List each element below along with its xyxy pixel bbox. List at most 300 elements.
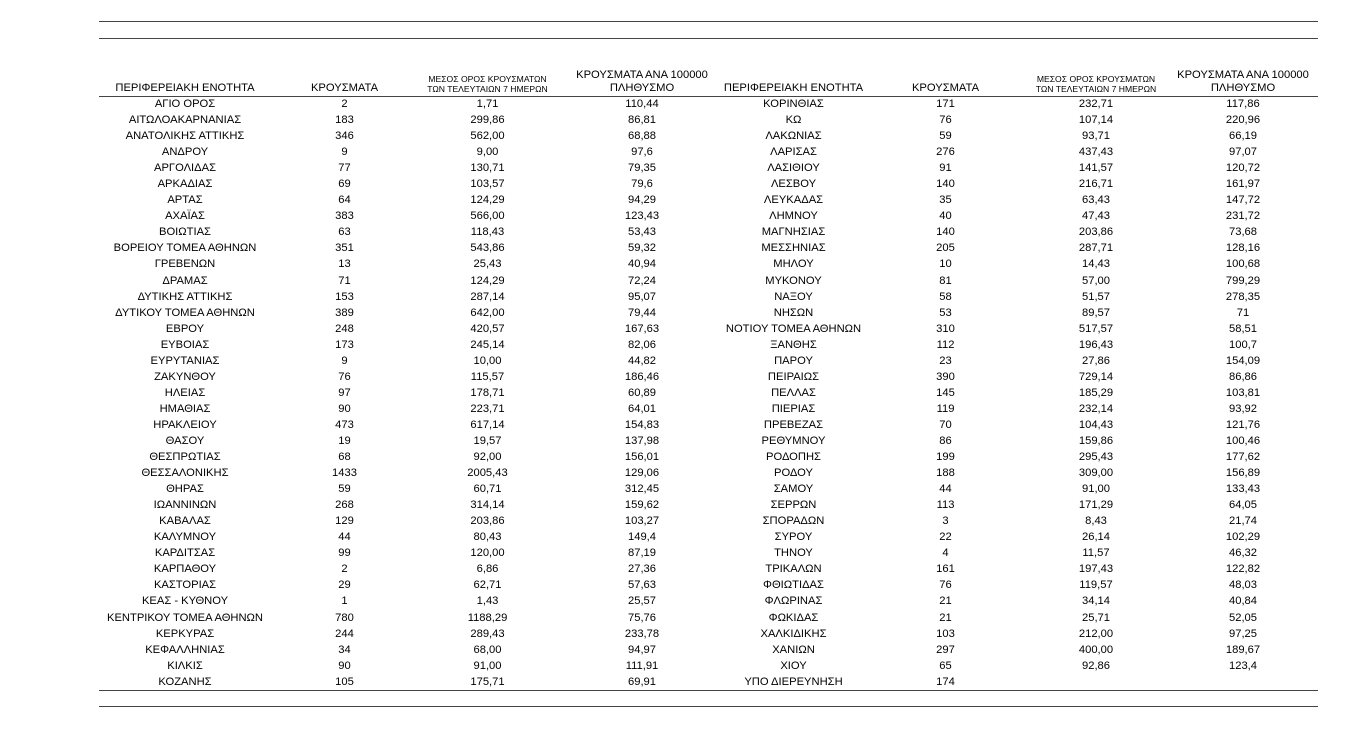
table-bottom-rule <box>99 690 1318 691</box>
right-region-cell: ΣΕΡΡΩΝ <box>770 499 817 512</box>
footer-rule <box>99 706 1318 707</box>
left-per100k-cell: 60,89 <box>628 386 656 399</box>
right-avg7-cell: 34,14 <box>1082 595 1110 608</box>
left-avg7-cell: 203,86 <box>470 515 505 528</box>
left-avg7-cell: 6,86 <box>476 563 499 576</box>
left-region-cell: ΚΕΡΚΥΡΑΣ <box>155 627 215 640</box>
header-per100k-line1: ΚΡΟΥΣΜΑΤΑ ΑΝΑ 100000 <box>576 69 708 82</box>
right-per100k-cell: 133,43 <box>1225 483 1261 496</box>
left-avg7-cell: 1,43 <box>476 595 499 608</box>
right-per100k-cell: 799,29 <box>1225 274 1261 287</box>
right-per100k-cell: 154,09 <box>1225 354 1261 367</box>
left-region-cell: ΓΡΕΒΕΝΩΝ <box>154 258 216 271</box>
left-per100k-cell: 94,97 <box>628 643 656 656</box>
right-per100k-cell: 102,29 <box>1225 531 1261 544</box>
right-cases-cell: 161 <box>936 563 955 576</box>
left-avg7-cell: 115,57 <box>470 370 505 383</box>
left-per100k-cell: 68,88 <box>628 130 656 143</box>
table-row <box>99 593 1318 609</box>
right-region-cell: ΜΗΛΟΥ <box>773 258 814 271</box>
right-region-cell: ΛΑΣΙΘΙΟΥ <box>767 162 820 175</box>
right-cases-cell: 65 <box>939 659 952 672</box>
table-row <box>99 224 1318 240</box>
table-row <box>99 256 1318 272</box>
right-cases-cell: 44 <box>939 483 952 496</box>
right-region-cell: ΧΙΟΥ <box>780 659 807 672</box>
left-region-cell: ΚΑΡΔΙΤΣΑΣ <box>154 547 216 560</box>
left-per100k-cell: 154,83 <box>624 418 660 431</box>
left-per100k-cell: 129,06 <box>624 467 660 480</box>
right-avg7-cell: 51,57 <box>1082 290 1110 303</box>
left-region-cell: ΑΝΑΤΟΛΙΚΗΣ ΑΤΤΙΚΗΣ <box>125 130 245 143</box>
table-row <box>99 401 1318 417</box>
right-per100k-cell: 64,05 <box>1229 499 1257 512</box>
table-row <box>99 289 1318 305</box>
left-region-cell: ΘΗΡΑΣ <box>166 483 204 496</box>
right-avg7-cell: 63,43 <box>1082 194 1110 207</box>
left-avg7-cell: 314,14 <box>470 499 505 512</box>
header-per100k-right <box>1167 69 1319 95</box>
left-cases-cell: 244 <box>335 627 354 640</box>
table-row <box>99 449 1318 465</box>
right-per100k-cell: 40,84 <box>1229 595 1257 608</box>
table-row <box>99 610 1318 626</box>
header-region-left: ΠΕΡΙΦΕΡΕΙΑΚΗ ΕΝΟΤΗΤΑ <box>115 82 255 95</box>
left-per100k-cell: 123,43 <box>624 210 660 223</box>
right-avg7-cell: 141,57 <box>1078 162 1114 175</box>
left-cases-cell: 105 <box>335 675 354 688</box>
left-avg7-cell: 287,14 <box>470 290 505 303</box>
left-cases-cell: 64 <box>338 194 351 207</box>
right-region-cell: ΦΛΩΡΙΝΑΣ <box>764 595 823 608</box>
right-cases-cell: 91 <box>939 162 952 175</box>
left-per100k-cell: 69,91 <box>628 675 656 688</box>
left-cases-cell: 1433 <box>332 467 357 480</box>
left-region-cell: ΒΟΙΩΤΙΑΣ <box>159 226 211 239</box>
right-cases-cell: 40 <box>939 210 952 223</box>
table-body <box>99 96 1318 690</box>
left-avg7-cell: 120,00 <box>470 547 505 560</box>
right-avg7-cell: 287,71 <box>1078 242 1114 255</box>
left-region-cell: ΗΡΑΚΛΕΙΟΥ <box>153 418 217 431</box>
right-region-cell: ΧΑΝΙΩΝ <box>772 643 815 656</box>
right-per100k-cell: 189,67 <box>1225 643 1261 656</box>
left-per100k-cell: 95,07 <box>628 290 656 303</box>
right-cases-cell: 59 <box>939 130 952 143</box>
left-region-cell: ΚΑΒΑΛΑΣ <box>159 515 211 528</box>
right-region-cell: ΤΡΙΚΑΛΩΝ <box>765 563 822 576</box>
right-per100k-cell: 21,74 <box>1229 515 1257 528</box>
left-per100k-cell: 87,19 <box>628 547 656 560</box>
right-per100k-cell: 97,07 <box>1229 146 1257 159</box>
right-region-cell: ΚΟΡΙΝΘΙΑΣ <box>763 98 824 110</box>
left-region-cell: ΕΥΒΟΙΑΣ <box>160 338 210 351</box>
right-avg7-cell: 159,86 <box>1078 434 1114 447</box>
table-row <box>99 128 1318 144</box>
right-cases-cell: 390 <box>936 370 955 383</box>
left-cases-cell: 90 <box>338 659 351 672</box>
table-row <box>99 642 1318 658</box>
right-per100k-cell: 177,62 <box>1225 451 1261 464</box>
right-per100k-cell: 122,82 <box>1225 563 1261 576</box>
right-avg7-cell: 232,14 <box>1078 402 1114 415</box>
left-avg7-cell: 80,43 <box>473 531 502 544</box>
right-avg7-cell: 400,00 <box>1078 643 1114 656</box>
right-per100k-cell: 100,46 <box>1225 434 1261 447</box>
right-avg7-cell: 212,00 <box>1078 627 1114 640</box>
table-row <box>99 577 1318 593</box>
right-per100k-cell: 220,96 <box>1225 114 1261 127</box>
right-cases-cell: 22 <box>939 531 952 544</box>
right-avg7-cell: 171,29 <box>1078 499 1114 512</box>
right-region-cell: ΝΟΤΙΟΥ ΤΟΜΕΑ ΑΘΗΝΩΝ <box>725 322 862 335</box>
right-region-cell: ΠΡΕΒΕΖΑΣ <box>763 418 824 431</box>
right-region-cell: ΡΟΔΟΠΗΣ <box>766 451 821 464</box>
right-cases-cell: 35 <box>939 194 952 207</box>
left-cases-cell: 13 <box>338 258 351 271</box>
left-per100k-cell: 137,98 <box>624 434 660 447</box>
right-cases-cell: 10 <box>939 258 952 271</box>
right-region-cell: ΛΑΚΩΝΙΑΣ <box>765 130 822 143</box>
table-row <box>99 561 1318 577</box>
left-cases-cell: 268 <box>335 499 354 512</box>
left-avg7-cell: 103,57 <box>470 178 505 191</box>
right-per100k-cell: 117,86 <box>1226 98 1260 110</box>
left-avg7-cell: 25,43 <box>473 258 502 271</box>
right-cases-cell: 205 <box>936 242 955 255</box>
left-per100k-cell: 59,32 <box>628 242 656 255</box>
left-cases-cell: 59 <box>338 483 351 496</box>
header-avg-left <box>415 75 560 95</box>
right-per100k-cell: 46,32 <box>1229 547 1257 560</box>
left-avg7-cell: 91,00 <box>473 659 502 672</box>
right-avg7-cell: 309,00 <box>1078 467 1114 480</box>
left-region-cell: ΔΥΤΙΚΟΥ ΤΟΜΕΑ ΑΘΗΝΩΝ <box>115 306 255 319</box>
left-cases-cell: 9 <box>341 354 348 367</box>
left-cases-cell: 346 <box>335 130 354 143</box>
right-avg7-cell: 93,71 <box>1082 130 1110 143</box>
right-avg7-cell: 27,86 <box>1082 354 1110 367</box>
table-row <box>99 240 1318 256</box>
right-region-cell: ΦΘΙΩΤΙΔΑΣ <box>763 579 824 592</box>
left-per100k-cell: 25,57 <box>628 595 656 608</box>
left-per100k-cell: 186,46 <box>624 370 660 383</box>
right-cases-cell: 297 <box>936 643 955 656</box>
table-row <box>99 545 1318 561</box>
left-region-cell: ΔΥΤΙΚΗΣ ΑΤΤΙΚΗΣ <box>137 290 233 303</box>
cropped-heading-fragment <box>99 0 113 7</box>
left-region-cell: ΙΩΑΝΝΙΝΩΝ <box>153 499 217 512</box>
right-per100k-cell: 103,81 <box>1225 386 1261 399</box>
right-cases-cell: 81 <box>939 274 952 287</box>
right-avg7-cell: 25,71 <box>1082 611 1110 624</box>
table-row <box>99 192 1318 208</box>
left-avg7-cell: 1,71 <box>476 98 499 110</box>
top-rule-1 <box>99 21 1318 22</box>
right-region-cell: ΛΑΡΙΣΑΣ <box>770 146 817 159</box>
table-row <box>99 353 1318 369</box>
right-cases-cell: 276 <box>936 146 955 159</box>
right-region-cell: ΛΗΜΝΟΥ <box>769 210 818 223</box>
left-cases-cell: 97 <box>338 386 351 399</box>
table-row <box>99 273 1318 289</box>
left-per100k-cell: 27,36 <box>628 563 656 576</box>
table-row <box>99 305 1318 321</box>
table-row <box>99 96 1318 112</box>
left-region-cell: ΗΛΕΙΑΣ <box>164 386 206 399</box>
left-cases-cell: 473 <box>335 418 354 431</box>
left-region-cell: ΑΝΔΡΟΥ <box>161 146 209 159</box>
left-cases-cell: 129 <box>335 515 354 528</box>
left-cases-cell: 2 <box>341 563 348 576</box>
left-avg7-cell: 175,71 <box>470 675 505 688</box>
right-avg7-cell: 729,14 <box>1078 370 1114 383</box>
left-region-cell: ΑΡΓΟΛΙΔΑΣ <box>153 162 217 175</box>
left-avg7-cell: 299,86 <box>470 114 505 127</box>
left-avg7-cell: 60,71 <box>473 483 502 496</box>
left-cases-cell: 2 <box>341 98 348 110</box>
left-cases-cell: 76 <box>338 370 351 383</box>
left-cases-cell: 383 <box>335 210 354 223</box>
right-per100k-cell: 120,72 <box>1225 162 1261 175</box>
left-avg7-cell: 178,71 <box>470 386 505 399</box>
header-per100k-line1: ΚΡΟΥΣΜΑΤΑ ΑΝΑ 100000 <box>1177 69 1309 82</box>
left-cases-cell: 351 <box>335 242 354 255</box>
right-avg7-cell: 185,29 <box>1078 386 1114 399</box>
right-region-cell: ΠΙΕΡΙΑΣ <box>771 402 816 415</box>
left-per100k-cell: 72,24 <box>628 274 656 287</box>
top-rule-2 <box>99 38 1318 39</box>
left-region-cell: ΘΕΣΠΡΩΤΙΑΣ <box>149 451 221 464</box>
left-per100k-cell: 233,78 <box>624 627 660 640</box>
left-per100k-cell: 111,91 <box>625 659 659 672</box>
left-per100k-cell: 94,29 <box>628 194 656 207</box>
right-avg7-cell: 517,57 <box>1078 322 1114 335</box>
table-row <box>99 369 1318 385</box>
right-region-cell: ΜΑΓΝΗΣΙΑΣ <box>761 226 826 239</box>
left-avg7-cell: 420,57 <box>470 322 505 335</box>
right-avg7-cell: 57,00 <box>1082 274 1110 287</box>
left-region-cell: ΖΑΚΥΝΘΟΥ <box>154 370 216 383</box>
right-per100k-cell: 128,16 <box>1225 242 1261 255</box>
right-region-cell: ΞΑΝΘΗΣ <box>770 338 817 351</box>
left-per100k-cell: 312,45 <box>624 483 660 496</box>
right-cases-cell: 188 <box>936 467 955 480</box>
left-per100k-cell: 79,44 <box>628 306 656 319</box>
right-avg7-cell: 26,14 <box>1082 531 1110 544</box>
left-region-cell: ΒΟΡΕΙΟΥ ΤΟΜΕΑ ΑΘΗΝΩΝ <box>113 242 257 255</box>
left-avg7-cell: 9,00 <box>476 146 499 159</box>
right-avg7-cell: 47,43 <box>1082 210 1110 223</box>
right-region-cell: ΧΑΛΚΙΔΙΚΗΣ <box>760 627 827 640</box>
header-avg-right <box>1021 75 1171 95</box>
right-avg7-cell <box>1021 674 1171 690</box>
left-per100k-cell: 79,35 <box>628 162 656 175</box>
right-avg7-cell: 92,86 <box>1082 659 1110 672</box>
right-per100k-cell: 52,05 <box>1229 611 1257 624</box>
header-cases-right: ΚΡΟΥΣΜΑΤΑ <box>911 82 980 95</box>
right-per100k-cell: 161,97 <box>1225 178 1261 191</box>
right-region-cell: ΡΟΔΟΥ <box>774 467 813 480</box>
table-row <box>99 144 1318 160</box>
left-avg7-cell: 223,71 <box>470 402 505 415</box>
right-region-cell: ΥΠΟ ΔΙΕΡΕΥΝΗΣΗ <box>744 675 843 688</box>
left-region-cell: ΚΕΑΣ - ΚΥΘΝΟΥ <box>141 595 229 608</box>
left-region-cell: ΕΥΡΥΤΑΝΙΑΣ <box>150 354 220 367</box>
right-avg7-cell: 119,57 <box>1079 579 1113 592</box>
left-region-cell: ΑΡΚΑΔΙΑΣ <box>157 178 213 191</box>
left-region-cell: ΚΕΦΑΛΛΗΝΙΑΣ <box>145 643 225 656</box>
left-region-cell: ΚΑΡΠΑΘΟΥ <box>153 563 217 576</box>
right-per100k-cell: 73,68 <box>1229 226 1257 239</box>
left-cases-cell: 34 <box>338 643 351 656</box>
header-per100k-line2: ΠΛΗΘΥΣΜΟ <box>1210 82 1276 95</box>
left-cases-cell: 19 <box>338 434 351 447</box>
left-region-cell: ΑΓΙΟ ΟΡΟΣ <box>154 98 216 110</box>
table-row <box>99 112 1318 128</box>
left-avg7-cell: 566,00 <box>470 210 505 223</box>
right-cases-cell: 113 <box>936 499 955 512</box>
left-cases-cell: 1 <box>341 595 348 608</box>
table-row <box>99 513 1318 529</box>
left-cases-cell: 77 <box>338 162 351 175</box>
right-region-cell: ΜΥΚΟΝΟΥ <box>765 274 822 287</box>
left-cases-cell: 389 <box>335 306 354 319</box>
left-per100k-cell: 40,94 <box>628 258 656 271</box>
right-per100k-cell: 156,89 <box>1225 467 1261 480</box>
right-cases-cell: 119 <box>936 402 955 415</box>
right-region-cell: ΝΑΞΟΥ <box>774 290 813 303</box>
table-row <box>99 417 1318 433</box>
table-row <box>99 497 1318 513</box>
right-region-cell: ΦΩΚΙΔΑΣ <box>768 611 819 624</box>
left-per100k-cell: 97,6 <box>631 146 653 159</box>
left-region-cell: ΗΜΑΘΙΑΣ <box>159 402 211 415</box>
left-avg7-cell: 642,00 <box>470 306 505 319</box>
right-avg7-cell: 14,43 <box>1082 258 1110 271</box>
left-per100k-cell: 79,6 <box>631 178 653 191</box>
left-region-cell: ΑΧΑΪΑΣ <box>165 210 205 223</box>
left-region-cell: ΑΡΤΑΣ <box>167 194 203 207</box>
table-row <box>99 626 1318 642</box>
left-region-cell: ΚΟΖΑΝΗΣ <box>158 675 212 688</box>
left-cases-cell: 63 <box>338 226 351 239</box>
table-row <box>99 321 1318 337</box>
header-region-right: ΠΕΡΙΦΕΡΕΙΑΚΗ ΕΝΟΤΗΤΑ <box>723 82 864 95</box>
right-per100k-cell: 123,4 <box>1229 659 1257 672</box>
left-cases-cell: 29 <box>338 579 351 592</box>
table-row <box>99 481 1318 497</box>
table-row <box>99 529 1318 545</box>
left-avg7-cell: 92,00 <box>473 451 502 464</box>
right-avg7-cell: 232,71 <box>1078 98 1114 110</box>
right-region-cell: ΚΩ <box>785 114 802 127</box>
table-header <box>99 64 1318 97</box>
right-avg7-cell: 295,43 <box>1078 451 1114 464</box>
right-cases-cell: 171 <box>936 98 955 110</box>
left-region-cell: ΚΕΝΤΡΙΚΟΥ ΤΟΜΕΑ ΑΘΗΝΩΝ <box>106 611 263 624</box>
left-per100k-cell: 103,27 <box>624 515 660 528</box>
table-row <box>99 160 1318 176</box>
left-cases-cell: 9 <box>341 146 348 159</box>
right-cases-cell: 76 <box>939 114 952 127</box>
left-region-cell: ΘΕΣΣΑΛΟΝΙΚΗΣ <box>141 467 229 480</box>
left-cases-cell: 173 <box>335 338 354 351</box>
right-region-cell: ΣΥΡΟΥ <box>774 531 813 544</box>
right-cases-cell: 3 <box>942 515 949 528</box>
left-region-cell: ΔΡΑΜΑΣ <box>162 274 208 287</box>
right-avg7-cell: 196,43 <box>1078 338 1114 351</box>
left-avg7-cell: 1188,29 <box>467 611 508 624</box>
right-cases-cell: 199 <box>936 451 955 464</box>
left-per100k-cell: 44,82 <box>628 354 656 367</box>
left-cases-cell: 153 <box>335 290 354 303</box>
right-cases-cell: 53 <box>939 306 952 319</box>
left-per100k-cell: 57,63 <box>628 579 656 592</box>
right-cases-cell: 23 <box>939 354 952 367</box>
right-region-cell: ΡΕΘΥΜΝΟΥ <box>761 434 826 447</box>
right-cases-cell: 70 <box>939 418 952 431</box>
table-row <box>99 176 1318 192</box>
right-per100k-cell: 86,86 <box>1229 370 1257 383</box>
left-per100k-cell: 53,43 <box>628 226 656 239</box>
right-per100k-cell: 278,35 <box>1225 290 1261 303</box>
left-region-cell: ΚΑΛΥΜΝΟΥ <box>153 531 217 544</box>
left-per100k-cell: 86,81 <box>628 114 656 127</box>
right-avg7-cell: 216,71 <box>1078 178 1114 191</box>
header-avg-line2: ΤΩΝ ΤΕΛΕΥΤΑΙΩΝ 7 ΗΜΕΡΩΝ <box>427 84 548 95</box>
left-avg7-cell: 124,29 <box>470 194 505 207</box>
right-cases-cell: 103 <box>936 627 955 640</box>
right-region-cell: ΠΑΡΟΥ <box>774 354 813 367</box>
left-per100k-cell: 82,06 <box>628 338 656 351</box>
header-avg-line2: ΤΩΝ ΤΕΛΕΥΤΑΙΩΝ 7 ΗΜΕΡΩΝ <box>1035 84 1157 95</box>
left-per100k-cell: 159,62 <box>624 499 660 512</box>
table-row <box>99 208 1318 224</box>
right-cases-cell: 145 <box>936 386 955 399</box>
right-cases-cell: 21 <box>939 595 952 608</box>
right-cases-cell: 4 <box>942 547 949 560</box>
left-avg7-cell: 118,43 <box>470 226 505 239</box>
left-cases-cell: 69 <box>338 178 351 191</box>
right-region-cell: ΠΕΙΡΑΙΩΣ <box>767 370 820 383</box>
right-avg7-cell: 437,43 <box>1078 146 1114 159</box>
left-per100k-cell: 75,76 <box>628 611 656 624</box>
right-avg7-cell: 107,14 <box>1078 114 1114 127</box>
left-per100k-cell: 64,01 <box>628 402 656 415</box>
right-cases-cell: 140 <box>936 178 955 191</box>
right-per100k-cell: 100,7 <box>1229 338 1257 351</box>
left-avg7-cell: 19,57 <box>473 434 502 447</box>
left-avg7-cell: 68,00 <box>473 643 502 656</box>
left-region-cell: ΘΑΣΟΥ <box>165 434 205 447</box>
right-avg7-cell: 104,43 <box>1078 418 1114 431</box>
right-region-cell: ΛΕΣΒΟΥ <box>770 178 817 191</box>
table-row <box>99 658 1318 674</box>
table-row <box>99 433 1318 449</box>
right-avg7-cell: 89,57 <box>1082 306 1110 319</box>
table-row <box>99 385 1318 401</box>
right-cases-cell: 310 <box>936 322 955 335</box>
left-per100k-cell: 110,44 <box>625 98 659 110</box>
table-row <box>99 674 1318 690</box>
right-per100k-cell: 71 <box>1236 306 1250 319</box>
header-per100k-line2: ΠΛΗΘΥΣΜΟ <box>609 82 675 95</box>
right-per100k-cell: 121,76 <box>1225 418 1261 431</box>
right-region-cell: ΛΕΥΚΑΔΑΣ <box>763 194 824 207</box>
left-avg7-cell: 62,71 <box>473 579 502 592</box>
left-avg7-cell: 130,71 <box>470 162 505 175</box>
